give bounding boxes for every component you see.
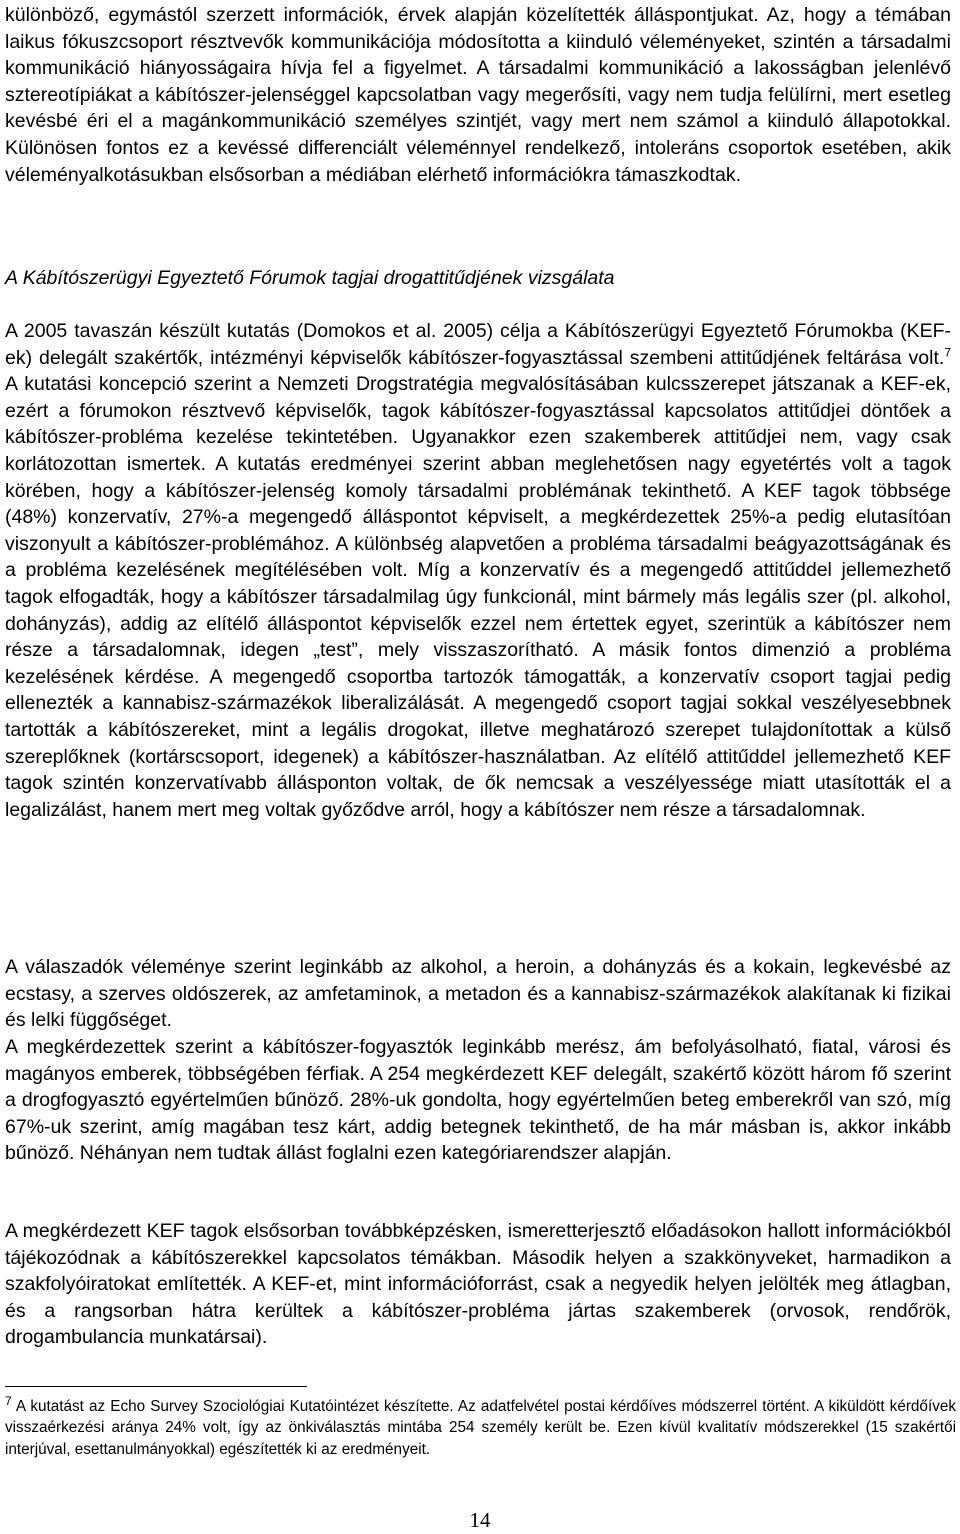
paragraph-focus-group: különböző, egymástól szerzett információk, érvek alapján közelítették álláspontjukat. Az, hogy a témában laikus fókuszcsoport résztvevők kommunikációja módosította a kiinduló véleményeket, szintén a társadalmi kommunikáció hiányosságaira hívja fel a figyelmet. A társadalmi kommunikáció a lakosságban jelenlévő sztereotípiákat a kábítószer-jelenséggel kapcsolatban vagy megerősíti, vagy nem tudja felülírni, mert esetleg kevésbé éri el a magánkommunikáció személyes szintjét, vagy mert nem számol a kiinduló állapotokkal. Különösen fontos ez a kevéssé differenciált véleménnyel rendelkező, intoleráns csoportok esetében, akik véleményalkotásukban elsősorban a médiában elérhető információkra támaszkodtak. <box>5 4 951 186</box>
paragraph-dependency: A válaszadók véleménye szerint leginkább az alkohol, a heroin, a dohányzás és a kokain, legkevésbé az ecstasy, a szerves oldószerek, az amfetaminok, a metadon és a kannabisz-származékok alakítanak ki fizikai és lelki függőséget. <box>5 956 951 1032</box>
paragraph-kef-research-intro: A 2005 tavaszán készült kutatás (Domokos et al. 2005) célja a Kábítószerügyi Egyeztető Fórumokba (KEF-ek) delegált szakértők, intézményi képviselők kábítószer-fogyasztással szembeni attitűdjének feltárása volt. <box>5 320 951 369</box>
footnote <box>5 1393 956 1460</box>
paragraph-information-sources: A megkérdezett KEF tagok elsősorban továbbképzésken, ismeretterjesztő előadásokon hallott információkból tájékozódnak a kábítószerekkel kapcsolatos témákban. Második helyen a szakkönyveket, harmadikon a szakfolyóiratokat említették. A KEF-et, mint információforrást, csak a negyedik helyen jelölték meg átlagban, és a rangsorban hátra kerültek a kábítószer-probléma jártas szakemberek (orvosok, rendőrök, drogambulancia munkatársai). <box>5 1220 951 1349</box>
footnote-reference[interactable]: 7 <box>944 345 951 360</box>
section-heading: A Kábítószerügyi Egyeztető Fórumok tagjai drogattitűdjének vizsgálata <box>5 267 615 289</box>
footnote-marker: 7 <box>5 1393 12 1408</box>
paragraph-kef-research-body: A kutatási koncepció szerint a Nemzeti Drogstratégia megvalósításában kulcsszerepet játszanak a KEF-ek, ezért a fórumokon résztvevő képviselők, tagok kábítószer-fogyasztással kapcsolatos attitűdjei döntőek a kábítószer-probléma kezelése tekintetében. Ugyanakkor ezen szakemberek attitűdjei nem, vagy csak korlátozottan ismertek. A kutatás eredményei szerint abban meglehetősen nagy egyetértés volt a tagok körében, hogy a kábítószer-jelenség komoly társadalmi problémának tekinthető. A KEF tagok többsége (48%) konzervatív, 27%-a megengedő álláspontot képviselt, a megkérdezettek 25%-a pedig elutasítóan viszonyult a kábítószer-problémához. A különbség alapvetően a probléma társadalmi beágyazottságának és a probléma kezelésének megítélésében volt. Míg a konzervatív és a megengedő attitűddel jellemezhető tagok elfogadták, hogy a kábítószer társadalmilag úgy funkcionál, mint bármely más legális szer (pl. alkohol, dohányzás), addig az elítélő álláspontot képviselők ezzel nem értettek egyet, szerintük a kábítószer nem része a társadalomnak, idegen „test”, mely visszaszorítható. A másik fontos dimenzió a probléma kezelésének kérdése. A megengedő csoportba tartozók támogatták, a konzervatív csoport tagjai pedig ellenezték a kannabisz-származékok liberalizálását. A megengedő csoport tagjai sokkal veszélyesebbnek tartották a kábítószereket, mint a legális drogokat, illetve meghatározó szerepet tulajdonítottak a külső szereplőknek (kortárscsoport, idegenek) a kábítószer-használatban. Az elítélő attitűddel jellemezhető KEF tagok szintén konzervatívabb állásponton voltak, de ők nemcsak a veszélyessége miatt utasították el a legalizálást, hanem mert meg voltak győződve arról, hogy a kábítószer nem része a társadalomnak. <box>5 373 951 821</box>
page-number: 14 <box>469 1508 491 1532</box>
footnote-separator <box>5 1386 307 1387</box>
footnote-text: A kutatást az Echo Survey Szociológiai Kutatóintézet készítette. Az adatfelvétel postai kérdőíves módszerrel történt. A kiküldött kérdőívek visszaérkezési aránya 24% volt, így az önkiválasztás mintába 254 személy került be. Ezen kívül kvalitatív módszerekkel (15 szakértői interjúval, esettanulmányokkal) egészítették ki az eredményeit. <box>5 1398 956 1458</box>
paragraph-kef-research <box>5 318 951 823</box>
paragraph-users-perception: A megkérdezettek szerint a kábítószer-fogyasztók leginkább merész, ám befolyásolható, fiatal, városi és magányos emberek, többségében férfiak. A 254 megkérdezett KEF delegált, szakértő között három fő szerint a drogfogyasztó egyértelműen bűnöző. 28%-uk gondolta, hogy egyértelműen beteg emberekről van szó, míg 67%-uk szerint, amíg magában tesz kárt, addig betegnek tekinthető, de ha már másban is, akkor inkább bűnöző. Néhányan nem tudtak állást foglalni ezen kategóriarendszer alapján. <box>5 1036 951 1165</box>
